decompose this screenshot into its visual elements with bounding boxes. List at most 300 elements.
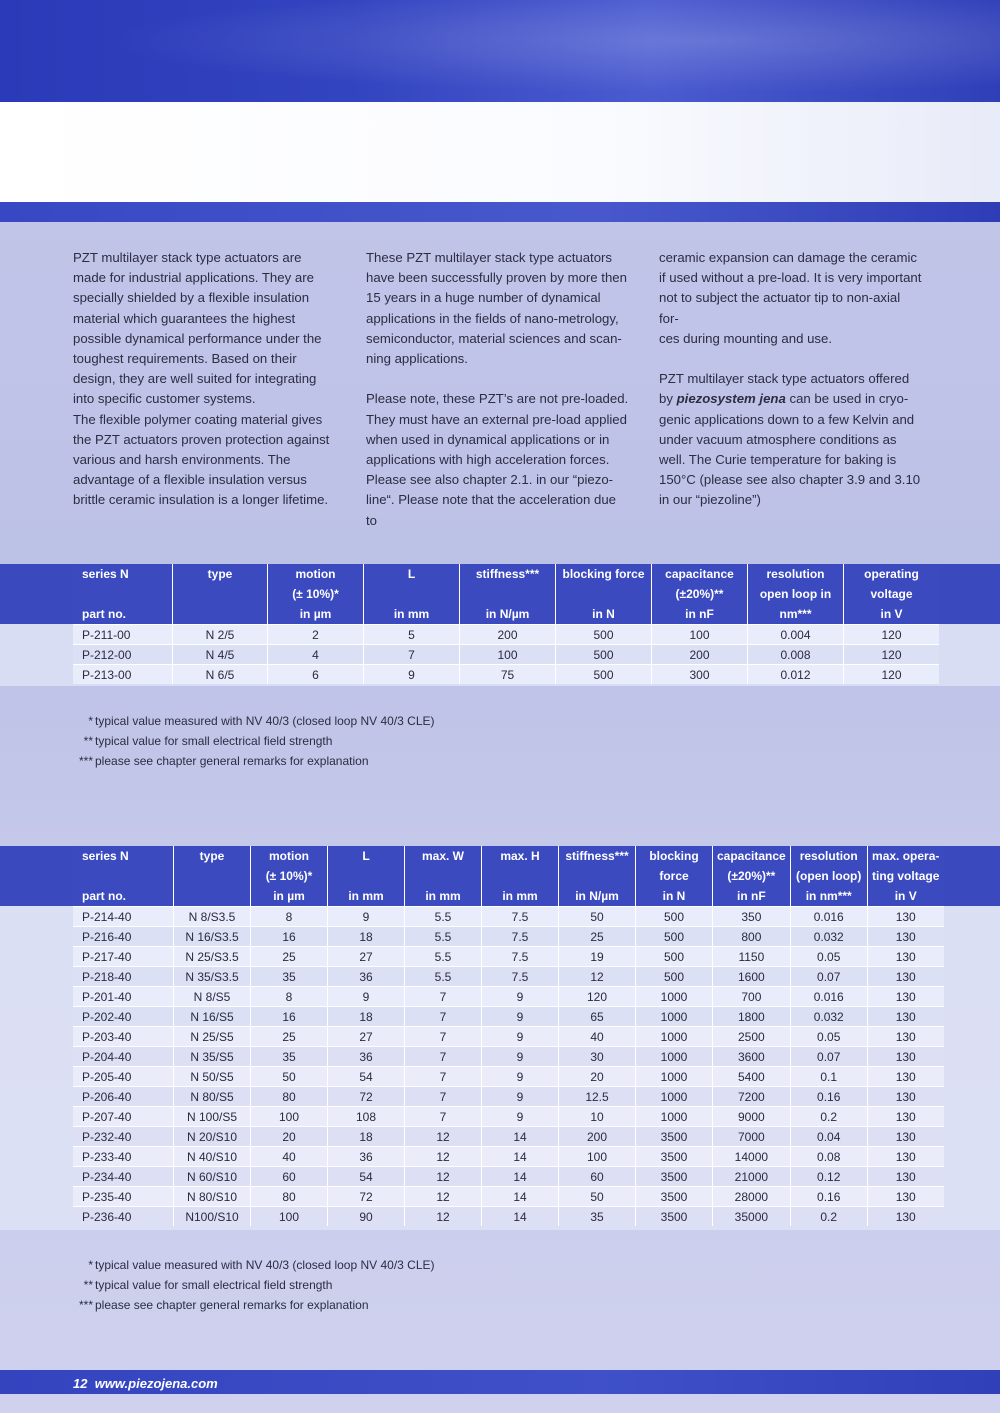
table-cell: 100 [559, 1147, 636, 1167]
table-cell: 700 [713, 987, 791, 1007]
intro-text: PZT multilayer stack type actuators offered by [659, 371, 910, 407]
column-header: series N [73, 846, 174, 866]
table-cell: N 16/S5 [174, 1007, 251, 1027]
footnote-text: typical value measured with NV 40/3 (closed loop NV 40/3 CLE) [95, 1258, 435, 1272]
table-cell: 40 [559, 1027, 636, 1047]
table-cell: 9 [364, 665, 460, 685]
table-body [73, 625, 939, 685]
column-header: in nF [652, 604, 748, 625]
table-cell: 12 [559, 967, 636, 987]
table-cell: 0.032 [790, 927, 867, 947]
column-header: in N/µm [460, 604, 556, 625]
table-cell: 72 [328, 1087, 405, 1107]
column-header [460, 584, 556, 604]
footnote-marker: ** [83, 734, 93, 749]
column-header: series N [73, 564, 173, 584]
table-cell: 200 [460, 625, 556, 645]
table-cell: N 80/S10 [174, 1187, 251, 1207]
column-header: in N/µm [559, 886, 636, 907]
table-cell: P-211-00 [73, 625, 173, 645]
table-cell: 3500 [636, 1207, 713, 1227]
table-cell: 3600 [713, 1047, 791, 1067]
table-cell: 0.1 [790, 1067, 867, 1087]
table-cell: 500 [556, 625, 652, 645]
table-cell: P-202-40 [73, 1007, 174, 1027]
table-cell: 130 [867, 1027, 944, 1047]
table-cell: 8 [251, 907, 328, 927]
table-row [73, 665, 939, 685]
table-cell: 7000 [713, 1127, 791, 1147]
table-cell: 14 [482, 1187, 559, 1207]
table-cell: 75 [460, 665, 556, 685]
table-cell: 0.07 [790, 967, 867, 987]
column-header: (±20%)** [713, 866, 791, 886]
brand-name: piezosystem jena [676, 391, 786, 407]
table-cell: 18 [328, 1127, 405, 1147]
table-cell: 19 [559, 947, 636, 967]
table-row [73, 625, 939, 645]
footnote [73, 731, 435, 751]
table-cell: P-207-40 [73, 1107, 174, 1127]
footnote-marker: * [88, 714, 93, 728]
table-cell: 9000 [713, 1107, 791, 1127]
intro-paragraph: Please note, these PZT’s are not pre-loaded. They must have an external pre-load applied when used in dynamical applications or in applications with high acceleration forces. Please see also chapter 2.1. in our “piezo- line“. Please note that the acceleration due to [366, 391, 629, 528]
table-body [73, 907, 944, 1227]
footnote [73, 711, 435, 731]
table-cell: 14000 [713, 1147, 791, 1167]
table-cell: 0.16 [790, 1087, 867, 1107]
column-header: capacitance [713, 846, 791, 866]
table-cell: 120 [559, 987, 636, 1007]
table-cell: 54 [328, 1167, 405, 1187]
column-header: blocking force [556, 564, 652, 584]
table-row [73, 1207, 944, 1227]
table-cell: P-212-00 [73, 645, 173, 665]
table-cell: 500 [636, 967, 713, 987]
footnote-text: typical value for small electrical field strength [95, 1278, 333, 1293]
table-cell: 14 [482, 1127, 559, 1147]
table-cell: 60 [251, 1167, 328, 1187]
spec-table-2 [73, 846, 944, 1226]
table-row [73, 967, 944, 987]
table-cell: 0.012 [748, 665, 844, 685]
column-header: blocking [636, 846, 713, 866]
column-header: max. W [405, 846, 482, 866]
column-header: force [636, 866, 713, 886]
table-cell: 500 [636, 907, 713, 927]
column-header [173, 604, 268, 625]
table-cell: 14 [482, 1207, 559, 1227]
table-cell: 12 [405, 1127, 482, 1147]
column-header: in µm [251, 886, 328, 907]
table-cell: P-213-00 [73, 665, 173, 685]
table-cell: P-232-40 [73, 1127, 174, 1147]
table-cell: 90 [328, 1207, 405, 1227]
table-cell: 130 [867, 1047, 944, 1067]
table-cell: 7 [405, 1067, 482, 1087]
column-header: part no. [73, 886, 174, 907]
table-cell: N 8/S5 [174, 987, 251, 1007]
table-cell: 130 [867, 1067, 944, 1087]
table-cell: 5.5 [405, 927, 482, 947]
column-header: in V [844, 604, 940, 625]
table-cell: 7 [405, 1107, 482, 1127]
footnote-marker: ** [83, 1278, 93, 1293]
table-cell: N 80/S5 [174, 1087, 251, 1107]
table-cell: P-218-40 [73, 967, 174, 987]
table-cell: 18 [328, 927, 405, 947]
table-cell: 100 [460, 645, 556, 665]
header-white-band [0, 102, 1000, 202]
table-row [73, 1127, 944, 1147]
footnote-text: please see chapter general remarks for explanation [95, 1298, 369, 1313]
table-cell: 5.5 [405, 947, 482, 967]
column-header: stiffness*** [460, 564, 556, 584]
table-cell: N 35/S5 [174, 1047, 251, 1067]
table-cell: 1150 [713, 947, 791, 967]
table-cell: 0.032 [790, 1007, 867, 1027]
website-link[interactable]: www.piezojena.com [94, 1376, 218, 1391]
table-cell: 35 [559, 1207, 636, 1227]
column-header [174, 886, 251, 907]
table-cell: 50 [559, 1187, 636, 1207]
table-cell: 65 [559, 1007, 636, 1027]
table-cell: 9 [482, 1087, 559, 1107]
table-cell: 1000 [636, 1007, 713, 1027]
column-header: (± 10%)* [268, 584, 364, 604]
table-row [73, 1027, 944, 1047]
table-cell: P-217-40 [73, 947, 174, 967]
table-cell: 300 [652, 665, 748, 685]
table-cell: 27 [328, 1027, 405, 1047]
header-row [73, 866, 944, 886]
column-header [364, 584, 460, 604]
header-decor-band [0, 0, 1000, 102]
table-cell: P-233-40 [73, 1147, 174, 1167]
column-header: in mm [328, 886, 405, 907]
table-cell: 16 [251, 927, 328, 947]
table-cell: P-201-40 [73, 987, 174, 1007]
table-cell: N 16/S3.5 [174, 927, 251, 947]
footnote-marker: * [88, 1258, 93, 1272]
table-cell: 9 [482, 987, 559, 1007]
table-cell: N 8/S3.5 [174, 907, 251, 927]
table-cell: 500 [636, 927, 713, 947]
column-header: motion [268, 564, 364, 584]
table-cell: 72 [328, 1187, 405, 1207]
table-cell: 7 [405, 1027, 482, 1047]
footnote-text: typical value for small electrical field strength [95, 734, 333, 749]
table-cell: 7 [405, 1007, 482, 1027]
column-header: (±20%)** [652, 584, 748, 604]
table-cell: 5.5 [405, 967, 482, 987]
table-header [73, 564, 939, 625]
table-cell: 4 [268, 645, 364, 665]
table-row [73, 1047, 944, 1067]
table-cell: 1000 [636, 1067, 713, 1087]
table-cell: P-235-40 [73, 1187, 174, 1207]
table-cell: 36 [328, 967, 405, 987]
table-cell: N 50/S5 [174, 1067, 251, 1087]
table-cell: 7.5 [482, 927, 559, 947]
table-cell: 1800 [713, 1007, 791, 1027]
column-header: L [364, 564, 460, 584]
table-cell: 21000 [713, 1167, 791, 1187]
table-cell: 7.5 [482, 947, 559, 967]
column-header [482, 866, 559, 886]
table-cell: 1000 [636, 1087, 713, 1107]
table-cell: 2500 [713, 1027, 791, 1047]
table-cell: 5400 [713, 1067, 791, 1087]
table-cell: P-205-40 [73, 1067, 174, 1087]
footnote-marker: *** [78, 754, 93, 769]
table-cell: 0.05 [790, 947, 867, 967]
intro-column-1 [73, 248, 336, 551]
column-header: in N [636, 886, 713, 907]
table-cell: 12 [405, 1147, 482, 1167]
column-header [405, 866, 482, 886]
table-cell: 130 [867, 1107, 944, 1127]
table-cell: 0.004 [748, 625, 844, 645]
table-cell: N 25/S3.5 [174, 947, 251, 967]
table-cell: 9 [482, 1007, 559, 1027]
footnote-text: please see chapter general remarks for explanation [95, 754, 369, 769]
table-cell: P-206-40 [73, 1087, 174, 1107]
column-header: type [174, 846, 251, 866]
table-cell: 3500 [636, 1147, 713, 1167]
column-header [559, 866, 636, 886]
header-row [73, 584, 939, 604]
table-cell: 7 [405, 1047, 482, 1067]
table-cell: 7 [405, 987, 482, 1007]
table-cell: 12 [405, 1187, 482, 1207]
column-header [73, 866, 174, 886]
table-cell: 7.5 [482, 967, 559, 987]
table-cell: 27 [328, 947, 405, 967]
table-row [73, 947, 944, 967]
column-header: in mm [405, 886, 482, 907]
column-header: in nm*** [790, 886, 867, 907]
table-cell: 6 [268, 665, 364, 685]
table-cell: 8 [251, 987, 328, 1007]
table-cell: 500 [556, 645, 652, 665]
table-cell: 3500 [636, 1187, 713, 1207]
table-cell: 7.5 [482, 907, 559, 927]
table-cell: 1000 [636, 1027, 713, 1047]
table-cell: 3500 [636, 1167, 713, 1187]
table-cell: 9 [482, 1107, 559, 1127]
table-cell: 9 [482, 1027, 559, 1047]
intro-paragraph: ceramic expansion can damage the ceramic if used without a pre-load. It is very important not to subject the actuator tip to non-axial for- ces during mounting and use. [659, 250, 922, 346]
header-row [73, 846, 944, 866]
table-cell: 130 [867, 907, 944, 927]
table-row [73, 1107, 944, 1127]
table-cell: 60 [559, 1167, 636, 1187]
table-cell: 50 [559, 907, 636, 927]
table-cell: 35000 [713, 1207, 791, 1227]
column-header [328, 866, 405, 886]
table-cell: 0.016 [790, 907, 867, 927]
table-cell: 10 [559, 1107, 636, 1127]
table-cell: 5 [364, 625, 460, 645]
intro-text-columns [73, 248, 943, 551]
table-cell: 130 [867, 927, 944, 947]
column-header [73, 584, 173, 604]
table-cell: 25 [251, 947, 328, 967]
column-header: voltage [844, 584, 940, 604]
table-cell: 130 [867, 1167, 944, 1187]
intro-paragraph: PZT multilayer stack type actuators are made for industrial applications. They are specially shielded by a flexible insulation material which guarantees the highest possible dynamical performance under the toughest requirements. Based on their design, they are well suited for integrating into specific customer systems. [73, 250, 322, 407]
table-cell: 120 [844, 645, 940, 665]
column-header: (open loop) [790, 866, 867, 886]
table-row [73, 907, 944, 927]
table-cell: 80 [251, 1187, 328, 1207]
footnote-marker: *** [78, 1298, 93, 1313]
table-cell: 30 [559, 1047, 636, 1067]
table-cell: 12.5 [559, 1087, 636, 1107]
table-row [73, 1067, 944, 1087]
table-cell: N 100/S5 [174, 1107, 251, 1127]
table-cell: N 6/5 [173, 665, 268, 685]
table-cell: N 40/S10 [174, 1147, 251, 1167]
intro-paragraph: These PZT multilayer stack type actuators have been successfully proven by more then 15 years in a huge number of dynamical applications in the fields of nano-metrology, semiconductor, material sciences and scan- ning applications. [366, 250, 627, 367]
table-cell: 14 [482, 1147, 559, 1167]
table-cell: 35 [251, 967, 328, 987]
footnotes-2 [73, 1255, 435, 1316]
table-cell: 2 [268, 625, 364, 645]
table-cell: 25 [559, 927, 636, 947]
table-cell: 7 [405, 1087, 482, 1107]
table-cell: 5.5 [405, 907, 482, 927]
table-cell: N 35/S3.5 [174, 967, 251, 987]
footer [73, 1376, 218, 1391]
table-cell: P-236-40 [73, 1207, 174, 1227]
table-cell: 36 [328, 1047, 405, 1067]
column-header: max. opera- [867, 846, 944, 866]
table-cell: 100 [251, 1207, 328, 1227]
table-cell: 7 [364, 645, 460, 665]
table-cell: 100 [251, 1107, 328, 1127]
column-header: motion [251, 846, 328, 866]
table-cell: 130 [867, 987, 944, 1007]
header-row [73, 564, 939, 584]
column-header: in N [556, 604, 652, 625]
table-cell: 7200 [713, 1087, 791, 1107]
table-row [73, 1087, 944, 1107]
table-cell: 130 [867, 967, 944, 987]
spec-table-1 [73, 564, 939, 684]
table-cell: 0.07 [790, 1047, 867, 1067]
header-row [73, 604, 939, 625]
table-row [73, 1007, 944, 1027]
table-cell: 40 [251, 1147, 328, 1167]
table-cell: 200 [559, 1127, 636, 1147]
table-cell: 1000 [636, 1047, 713, 1067]
table-cell: 130 [867, 1127, 944, 1147]
table-row [73, 1187, 944, 1207]
table-cell: N 25/S5 [174, 1027, 251, 1047]
table-cell: 0.08 [790, 1147, 867, 1167]
table-cell: 9 [328, 987, 405, 1007]
table-cell: 54 [328, 1067, 405, 1087]
footnote [73, 751, 435, 771]
table-cell: 0.05 [790, 1027, 867, 1047]
column-header: capacitance [652, 564, 748, 584]
table-cell: 130 [867, 947, 944, 967]
intro-column-3 [659, 248, 922, 551]
table-row [73, 927, 944, 947]
table-cell: 120 [844, 625, 940, 645]
table-cell: 12 [405, 1167, 482, 1187]
intro-text: can be used in cryo- genic applications down to a few Kelvin and under vacuum atmosphere conditions as well. The Curie temperature for baking is 150°C (please see also chapter 3.9 and 3.10 in our “piezoline”) [659, 391, 921, 508]
footnotes-1 [73, 711, 435, 772]
table-cell: 1000 [636, 1107, 713, 1127]
table-cell: P-216-40 [73, 927, 174, 947]
table-cell: P-214-40 [73, 907, 174, 927]
table-cell: 14 [482, 1167, 559, 1187]
header-row [73, 886, 944, 907]
column-header: open loop in [748, 584, 844, 604]
column-header: operating [844, 564, 940, 584]
column-header: (± 10%)* [251, 866, 328, 886]
table-cell: N 60/S10 [174, 1167, 251, 1187]
table-cell: 0.2 [790, 1207, 867, 1227]
table-cell: 36 [328, 1147, 405, 1167]
table-cell: 1000 [636, 987, 713, 1007]
table-cell: 25 [251, 1027, 328, 1047]
table-cell: 130 [867, 1147, 944, 1167]
intro-paragraph: The flexible polymer coating material gives the PZT actuators proven protection against various and harsh environments. The advantage of a flexible insulation versus brittle ceramic insulation is a longer lifetime. [73, 411, 330, 508]
table-cell: 18 [328, 1007, 405, 1027]
footnote [73, 1295, 435, 1315]
table-cell: 108 [328, 1107, 405, 1127]
table-cell: 100 [652, 625, 748, 645]
table-cell: 80 [251, 1087, 328, 1107]
column-header: type [173, 564, 268, 584]
intro-paragraph [659, 369, 922, 510]
table-cell: 200 [652, 645, 748, 665]
table-cell: 9 [482, 1067, 559, 1087]
table-cell: 130 [867, 1187, 944, 1207]
table-cell: 28000 [713, 1187, 791, 1207]
column-header: ting voltage [867, 866, 944, 886]
table-cell: 0.16 [790, 1187, 867, 1207]
footnote-text: typical value measured with NV 40/3 (closed loop NV 40/3 CLE) [95, 714, 435, 728]
table-row [73, 1147, 944, 1167]
table-cell: 0.04 [790, 1127, 867, 1147]
table-row [73, 987, 944, 1007]
table-cell: N100/S10 [174, 1207, 251, 1227]
table-cell: P-234-40 [73, 1167, 174, 1187]
table-cell: 500 [636, 947, 713, 967]
footnote [73, 1255, 435, 1275]
table-header [73, 846, 944, 907]
table-cell: 130 [867, 1207, 944, 1227]
table-cell: 800 [713, 927, 791, 947]
table-cell: 9 [328, 907, 405, 927]
table-cell: 120 [844, 665, 940, 685]
table-cell: 0.016 [790, 987, 867, 1007]
table-cell: 3500 [636, 1127, 713, 1147]
column-header: nm*** [748, 604, 844, 625]
table-cell: 16 [251, 1007, 328, 1027]
table-cell: 350 [713, 907, 791, 927]
column-header: resolution [790, 846, 867, 866]
table-cell: P-203-40 [73, 1027, 174, 1047]
table-cell: N 20/S10 [174, 1127, 251, 1147]
table-cell: 12 [405, 1207, 482, 1227]
column-header: part no. [73, 604, 173, 625]
